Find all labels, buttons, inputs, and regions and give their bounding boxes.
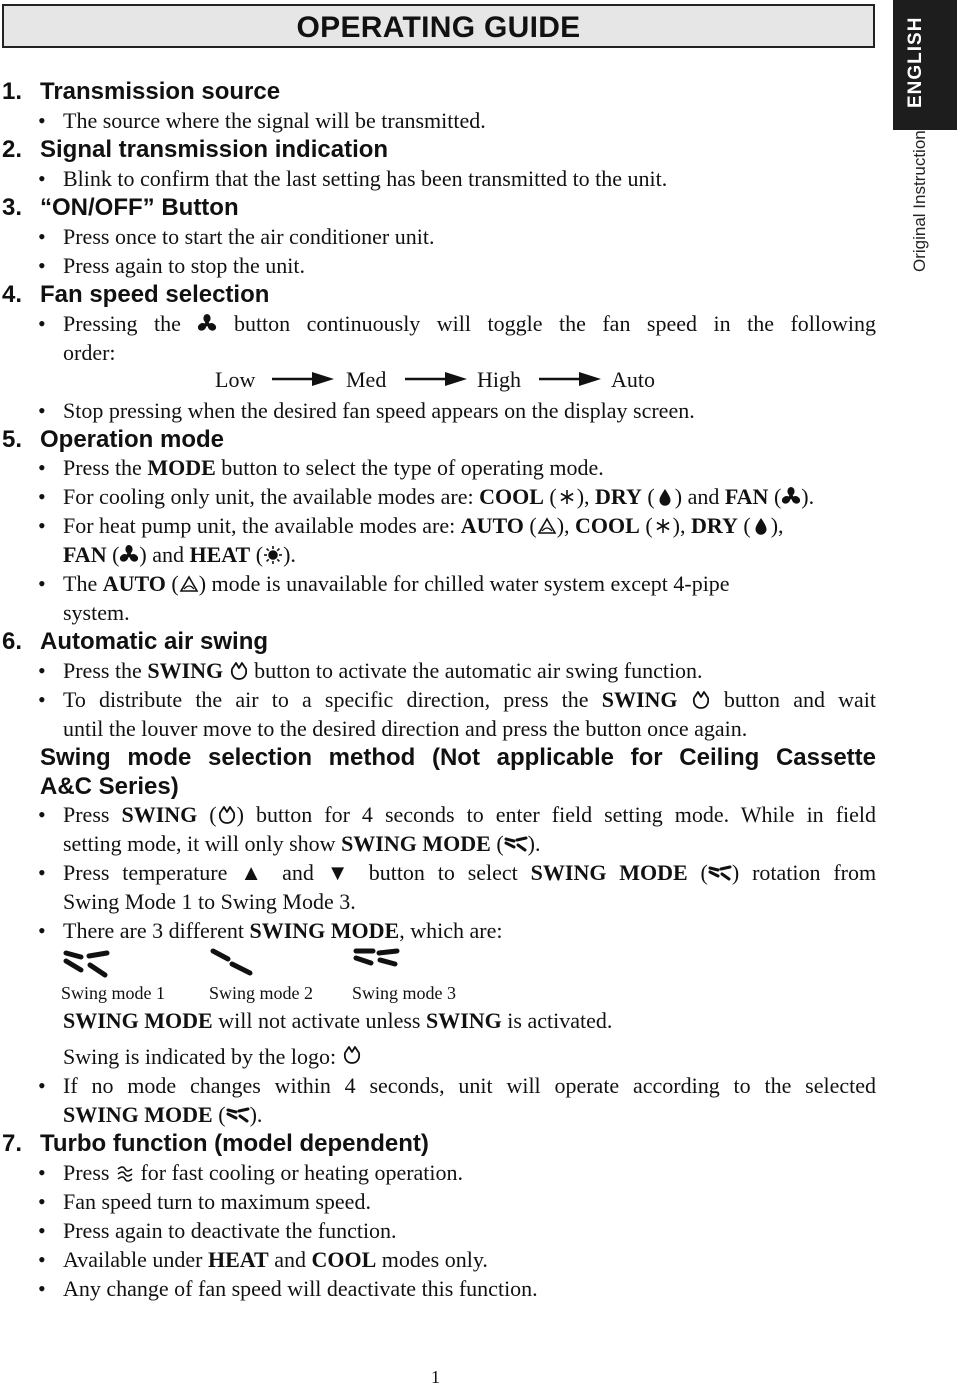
bullet-text: There are 3 different SWING MODE, which are:	[63, 918, 503, 943]
section-heading: Operation mode	[40, 426, 225, 453]
fan-icon	[197, 314, 217, 334]
bullet-text: Press temperature ▲ and ▼ button to select SWING MODE ( ) rotation from	[63, 860, 877, 885]
bullet: •	[38, 455, 46, 480]
bullet-text: Blink to confirm that the last setting has been transmitted to the unit.	[63, 166, 668, 191]
dry-drop-icon	[655, 487, 675, 507]
arrow-right-icon	[272, 372, 334, 386]
bullet-text: system.	[63, 600, 130, 625]
bullet-text: The source where the signal will be transmitted.	[63, 108, 486, 133]
section-heading: Turbo function (model dependent)	[40, 1130, 429, 1157]
cool-snowflake-icon	[557, 487, 577, 507]
section-heading: Transmission source	[40, 78, 281, 105]
title-box	[2, 4, 875, 48]
bullet-text: order:	[63, 340, 116, 365]
bullet-text: until the louver move to the desired direction and press the button once again.	[63, 716, 748, 741]
auto-triangle-icon	[537, 516, 557, 536]
bullet-text: The AUTO ( ) mode is unavailable for chilled water system except 4-pipe	[63, 571, 730, 596]
bullet-text: Press once to start the air conditioner unit.	[63, 224, 435, 249]
section-heading: “ON/OFF” Button	[40, 194, 239, 221]
swing-mode-icon	[504, 834, 528, 854]
bullet: •	[38, 918, 46, 943]
fan-icon	[119, 545, 139, 565]
language-label: ENGLISH	[905, 16, 926, 108]
fan-speed-low: Low	[215, 367, 256, 392]
bullet-text: Press the MODE button to select the type of operating mode.	[63, 455, 604, 480]
bullet: •	[38, 1073, 46, 1098]
swing-icon	[229, 661, 249, 681]
bullet: •	[38, 166, 46, 191]
bullet: •	[38, 253, 46, 278]
section-heading: Automatic air swing	[40, 628, 269, 655]
section-number: 7.	[2, 1130, 23, 1157]
bullet-text: Press again to deactivate the function.	[63, 1218, 397, 1243]
bullet-text: Swing Mode 1 to Swing Mode 3.	[63, 889, 356, 914]
fan-speed-auto: Auto	[611, 367, 655, 392]
bullet: •	[38, 1247, 46, 1272]
bullet: •	[38, 1218, 46, 1243]
bullet-text: SWING MODE ( ).	[63, 1102, 263, 1127]
section-number: 2.	[2, 136, 23, 163]
bullet: •	[38, 860, 46, 885]
bullet-text: For cooling only unit, the available modes are: COOL ( ), DRY ( ) and FAN ( ).	[63, 484, 815, 509]
swing-mode-3-label: Swing mode 3	[352, 983, 457, 1003]
bullet-text: To distribute the air to a specific direction, press the SWING button and wait	[63, 687, 876, 712]
dry-drop-icon	[751, 516, 771, 536]
subsection-heading: A&C Series)	[40, 773, 179, 800]
swing-icon	[217, 805, 237, 825]
bullet-text: Available under HEAT and COOL modes only.	[63, 1247, 488, 1272]
bullet: •	[38, 1160, 46, 1185]
triangle-up-icon: ▲	[240, 860, 270, 885]
swing-mode-icon	[708, 863, 732, 883]
swing-mode-icon	[226, 1105, 250, 1125]
bullet-text: Stop pressing when the desired fan speed appears on the display screen.	[63, 398, 695, 423]
arrow-right-icon	[405, 372, 467, 386]
bullet: •	[38, 571, 46, 596]
bullet: •	[38, 1189, 46, 1214]
cool-snowflake-icon	[653, 516, 673, 536]
bullet: •	[38, 687, 46, 712]
bullet-text: Press for fast cooling or heating operation.	[63, 1160, 464, 1185]
bullet: •	[38, 311, 46, 336]
bullet: •	[38, 1276, 46, 1301]
swing-mode-2-label: Swing mode 2	[209, 983, 314, 1003]
bullet: •	[38, 398, 46, 423]
bullet-text: Pressing the button continuously will toggle the fan speed in the following	[63, 311, 877, 336]
bullet-text: setting mode, it will only show SWING MODE ( ).	[63, 831, 541, 856]
note-text: Swing is indicated by the logo:	[63, 1044, 364, 1070]
section-heading: Signal transmission indication	[40, 136, 389, 163]
bullet-text: Press again to stop the unit.	[63, 253, 305, 278]
bullet-text: If no mode changes within 4 seconds, unit will operate according to the selected	[63, 1073, 876, 1098]
section-number: 5.	[2, 426, 23, 453]
fan-icon	[781, 487, 801, 507]
original-instruction-label: Original Instruction	[910, 130, 929, 272]
bullet: •	[38, 484, 46, 509]
arrow-right-icon	[539, 372, 601, 386]
fan-speed-high: High	[477, 367, 521, 392]
section-number: 6.	[2, 628, 23, 655]
section-number: 3.	[2, 194, 23, 221]
swing-mode-1-icon	[63, 946, 111, 980]
page-title: OPERATING GUIDE	[296, 11, 581, 44]
swing-mode-3-icon	[353, 946, 401, 980]
bullet: •	[38, 658, 46, 683]
bullet-text: Press SWING ( ) button for 4 seconds to enter field setting mode. While in field	[63, 802, 877, 827]
fan-speed-med: Med	[346, 367, 387, 392]
bullet: •	[38, 108, 46, 133]
section-number: 4.	[2, 281, 23, 308]
swing-icon	[342, 1045, 364, 1067]
note-text: SWING MODE will not activate unless SWING is activated.	[63, 1008, 613, 1033]
bullet: •	[38, 513, 46, 538]
bullet-text: Any change of fan speed will deactivate this function.	[63, 1276, 538, 1301]
bullet-text: Fan speed turn to maximum speed.	[63, 1189, 371, 1214]
bullet-text: FAN ( ) and HEAT ( ).	[63, 542, 296, 567]
bullet: •	[38, 802, 46, 827]
subsection-heading: Swing mode selection method (Not applicable for Ceiling Cassette	[40, 744, 876, 771]
section-number: 1.	[2, 78, 23, 105]
swing-mode-2-icon	[210, 946, 258, 980]
swing-mode-1-label: Swing mode 1	[61, 983, 166, 1003]
page-number: 1	[431, 1367, 440, 1387]
auto-triangle-icon	[179, 574, 199, 594]
swing-icon	[691, 690, 711, 710]
bullet: •	[38, 224, 46, 249]
triangle-down-icon: ▼	[326, 860, 356, 885]
turbo-icon	[115, 1163, 135, 1183]
section-heading: Fan speed selection	[40, 281, 270, 308]
bullet-text: Press the SWING button to activate the automatic air swing function.	[63, 658, 703, 683]
bullet-text: For heat pump unit, the available modes are: AUTO ( ), COOL ( ), DRY ( ),	[63, 513, 784, 538]
heat-sun-icon	[263, 545, 283, 565]
